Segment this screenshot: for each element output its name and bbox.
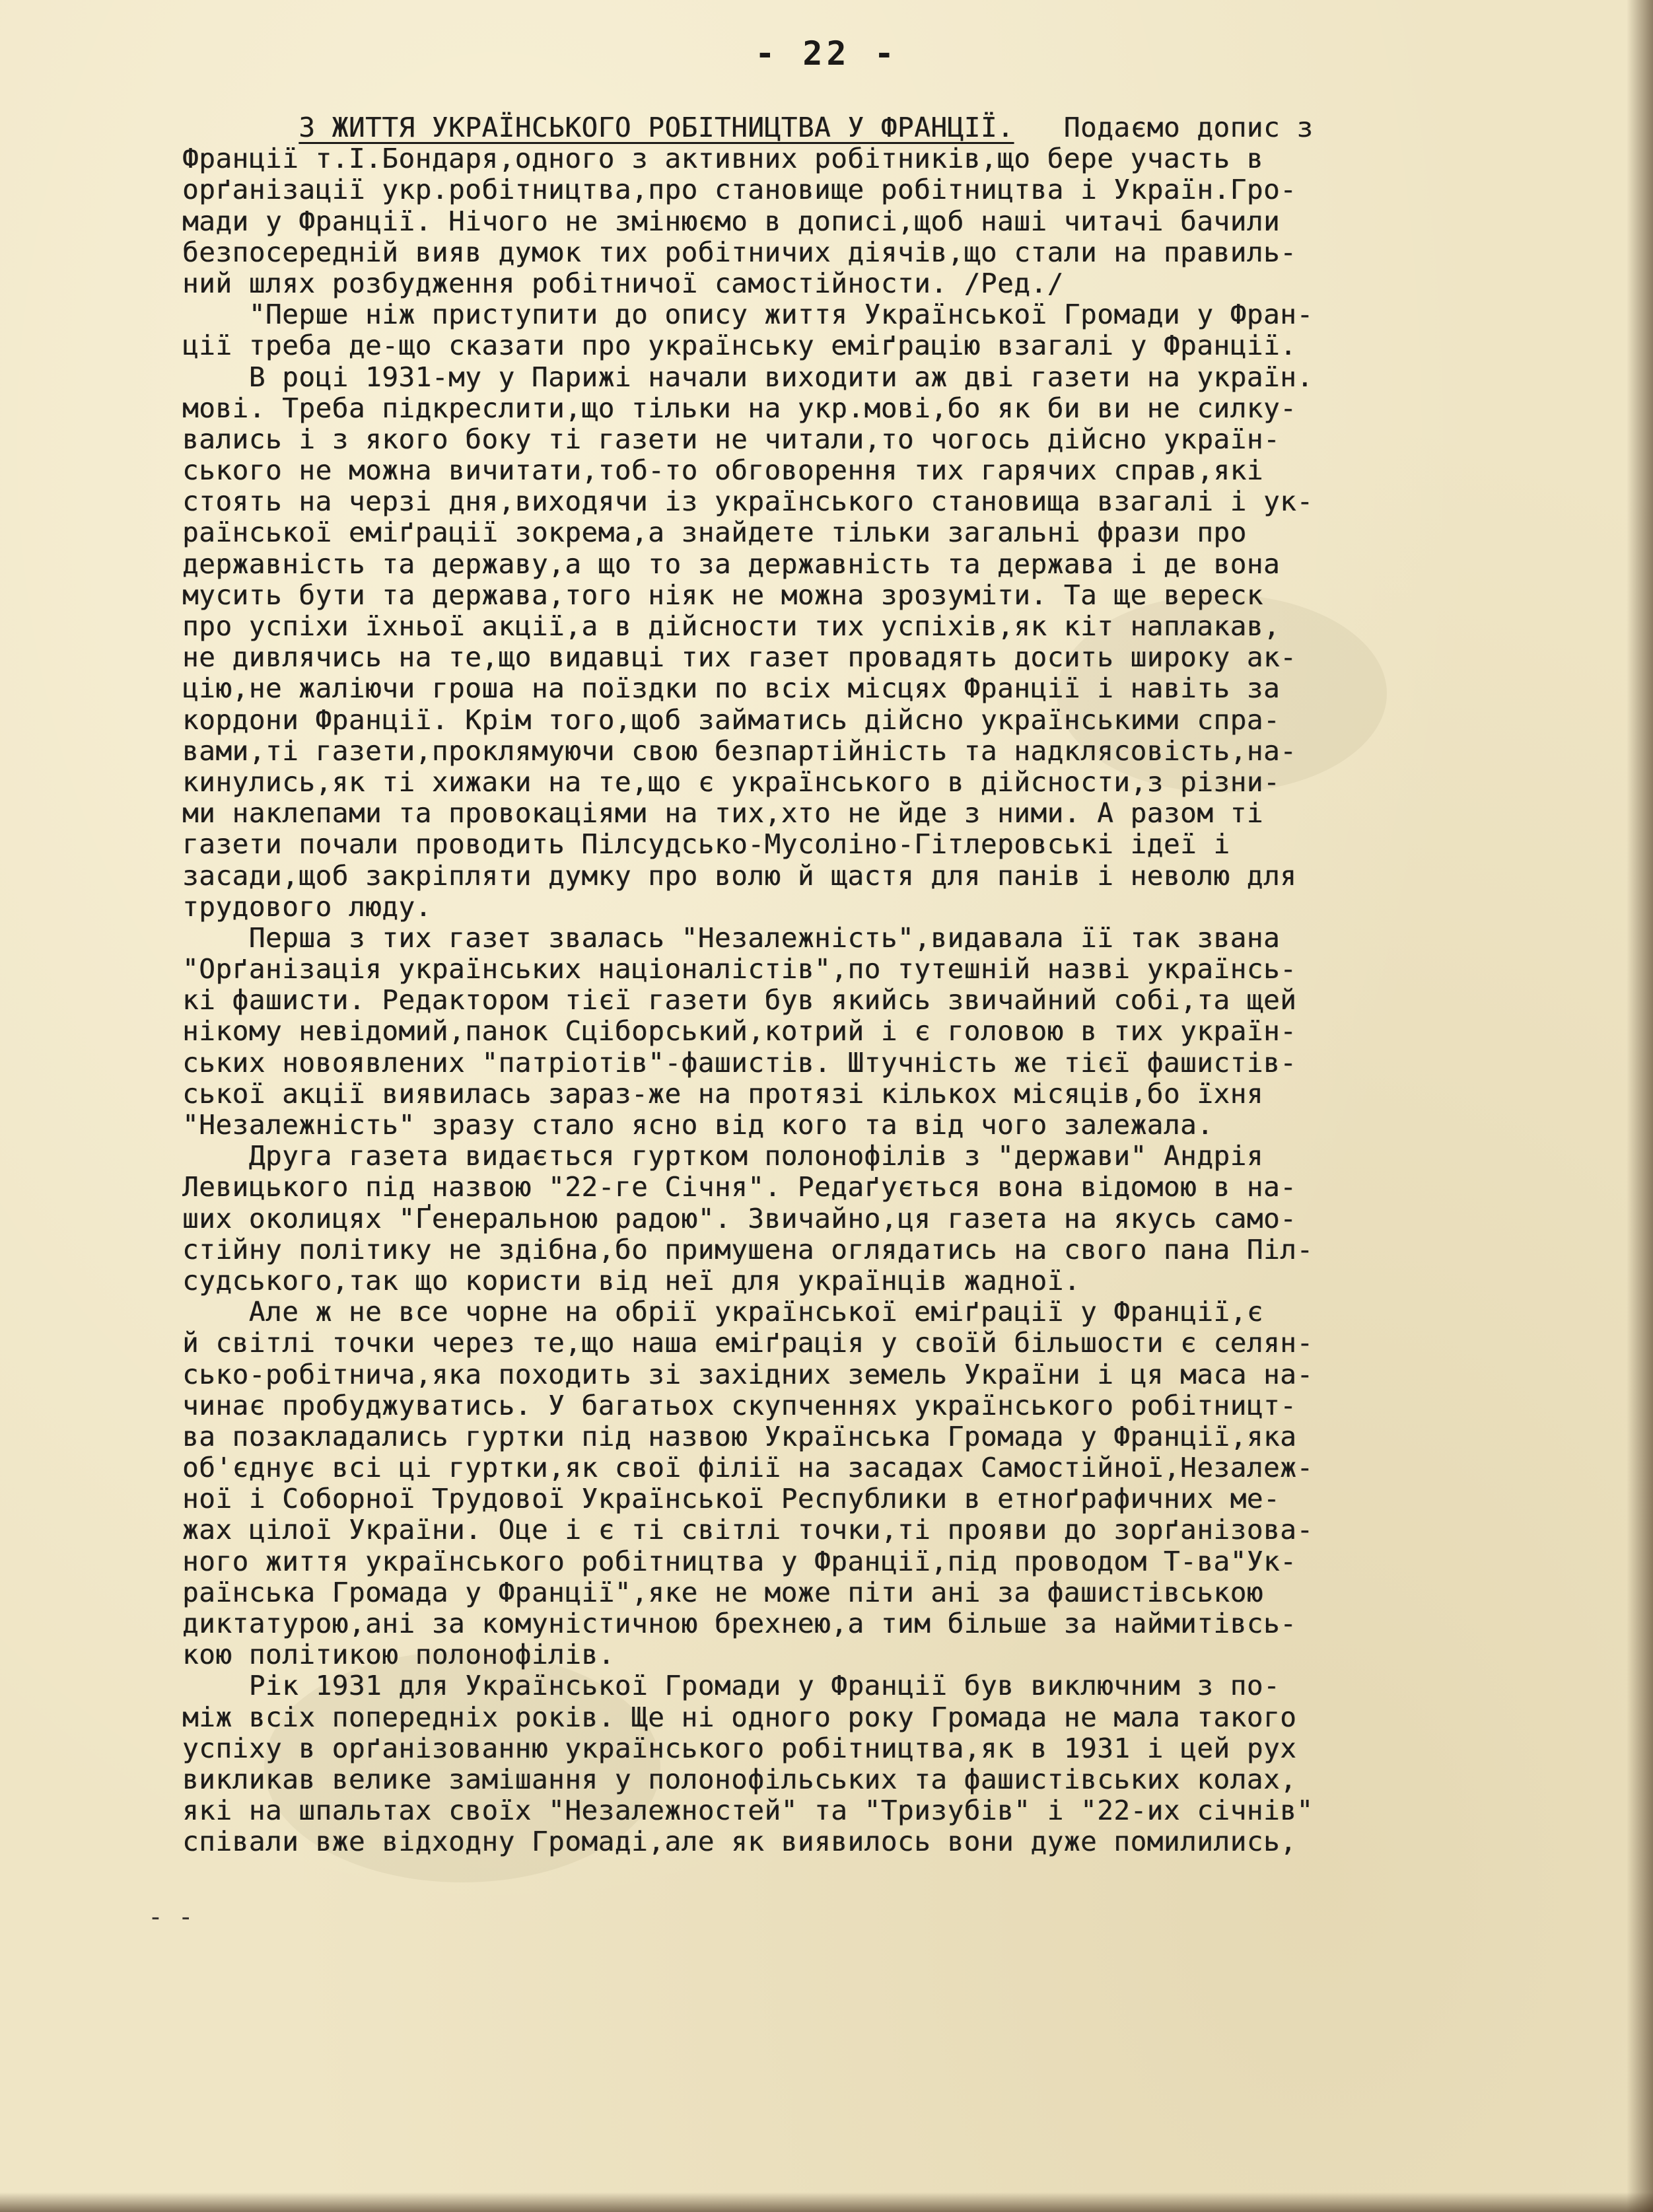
text-line bbox=[182, 1297, 1556, 1328]
line-indent bbox=[182, 112, 299, 143]
text-line bbox=[182, 985, 1556, 1016]
text-line bbox=[182, 143, 1556, 174]
text-line bbox=[182, 1048, 1556, 1079]
line-text: ської акції виявилась зараз-же на протязі кількох місяців,бо їхня bbox=[182, 1077, 1263, 1110]
line-text: ної і Соборної Трудової Української Республики в етноґрафичних ме- bbox=[182, 1483, 1281, 1515]
text-line bbox=[182, 1328, 1556, 1359]
text-line bbox=[182, 362, 1556, 393]
line-text: викликав велике замішання у полонофільських та фашистівських колах, bbox=[182, 1763, 1297, 1795]
text-line bbox=[182, 767, 1556, 798]
line-text: ського не можна вичитати,тоб-то обговорення тих гарячих справ,які bbox=[182, 454, 1263, 487]
text-line bbox=[182, 1702, 1556, 1733]
line-text: диктатурою,ані за комуністичною брехнею,а тим більше за наймитівсь- bbox=[182, 1608, 1297, 1639]
line-text: вами,ті газети,проклямуючи свою безпартійність та надклясовість,на- bbox=[182, 734, 1297, 767]
line-text: ських новоявлених "патріотів"-фашистів. Штучність же тієї фашистів- bbox=[182, 1046, 1297, 1079]
line-text: засади,щоб закріпляти думку про волю й щастя для панів і неволю для bbox=[182, 859, 1297, 892]
text-line bbox=[182, 1733, 1556, 1764]
line-text: Але ж не все чорне на обрії української еміґрації у Франції,є bbox=[248, 1296, 1263, 1328]
article-title: З ЖИТТЯ УКРАЇНСЬКОГО РОБІТНИЦТВА У ФРАНЦІЇ. bbox=[299, 112, 1014, 143]
line-text: ми наклепами та провокаціями на тих,хто не йде з ними. А разом ті bbox=[182, 797, 1263, 830]
line-text: об'єднує всі ці гуртки,як свої філії на засадах Самостійної,Незалеж- bbox=[182, 1452, 1314, 1484]
line-text: безпосередній вияв думок тих робітничих діячів,що стали на правиль- bbox=[182, 236, 1297, 268]
line-indent bbox=[182, 922, 249, 954]
line-indent bbox=[182, 361, 249, 393]
text-line bbox=[182, 455, 1556, 486]
line-indent bbox=[182, 1670, 249, 1701]
line-text: успіху в орґанізованню українського робітництва,як в 1931 і цей рух bbox=[182, 1732, 1297, 1764]
line-text: не дивлячись на те,що видавці тих газет провадять досить широку ак- bbox=[182, 641, 1297, 674]
line-text: вались і з якого боку ті газети не читали,то чогось дійсно україн- bbox=[182, 423, 1281, 455]
line-text: державність та державу,а що то за державність та держава і де вона bbox=[182, 548, 1281, 580]
text-line bbox=[182, 1452, 1556, 1483]
text-line bbox=[182, 1421, 1556, 1452]
text-line bbox=[182, 299, 1556, 330]
page-edge-shadow bbox=[0, 2192, 1653, 2212]
text-line bbox=[182, 1234, 1556, 1266]
line-text: судського,так що користи від неї для українців жадної. bbox=[182, 1264, 1080, 1297]
line-text: нікому невідомий,панок Сціборський,котрий і є головою в тих україн- bbox=[182, 1015, 1297, 1048]
line-text: ції треба де-що сказати про українську еміґрацію взагалі у Франції. bbox=[182, 330, 1297, 362]
line-text: ва позакладались гуртки під назвою Українська Громада у Франції,яка bbox=[182, 1420, 1297, 1452]
line-indent bbox=[182, 299, 249, 330]
text-line bbox=[182, 642, 1556, 673]
line-text: Перша з тих газет звалась "Незалежність",видавала її так звана bbox=[248, 921, 1281, 954]
text-line bbox=[182, 1826, 1556, 1857]
line-text: про успіхи їхньої акції,а в дійсности тих успіхів,як кіт наплакав, bbox=[182, 610, 1281, 642]
line-text: раїнська Громада у Франції",яке не може піти ані за фашистівською bbox=[182, 1576, 1263, 1608]
text-line bbox=[182, 1608, 1556, 1639]
line-text: ших околицях "Ґенеральною радою". Звичайно,ця газета на якусь само- bbox=[182, 1202, 1297, 1234]
text-line bbox=[182, 892, 1556, 923]
line-text: кі фашисти. Редактором тієї газети був якийсь звичайний собі,та щей bbox=[182, 984, 1297, 1017]
line-text: В році 1931-му у Парижі начали виходити аж дві газети на україн. bbox=[248, 361, 1314, 393]
text-line bbox=[182, 923, 1556, 954]
text-line bbox=[182, 517, 1556, 548]
text-line bbox=[182, 1764, 1556, 1795]
text-line bbox=[182, 611, 1556, 642]
line-text: мусить бути та держава,того ніяк не можна зрозуміти. Та ще вереск bbox=[182, 579, 1263, 611]
text-line bbox=[182, 736, 1556, 767]
text-line bbox=[182, 1266, 1556, 1297]
text-line bbox=[182, 330, 1556, 361]
text-line bbox=[182, 1141, 1556, 1172]
text-line bbox=[182, 954, 1556, 985]
line-text: кордони Франції. Крім того,щоб займатись дійсно українськими спра- bbox=[182, 703, 1281, 736]
text-line bbox=[182, 237, 1556, 268]
document-body bbox=[182, 112, 1556, 1858]
line-text: "Орґанізація українських націоналістів",по тутешній назві українсь- bbox=[182, 953, 1297, 985]
line-text: чинає пробуджуватись. У багатьох скупченнях українського робітницт- bbox=[182, 1389, 1297, 1421]
text-line bbox=[182, 1359, 1556, 1390]
page-number: - 22 - bbox=[755, 34, 898, 73]
text-line bbox=[182, 268, 1556, 299]
text-line bbox=[182, 1110, 1556, 1141]
line-text: які на шпальтах своїх "Незалежностей" та "Тризубів" і "22-их січнів" bbox=[182, 1795, 1314, 1827]
line-text: раїнської еміґрації зокрема,а знайдете тільки загальні фрази про bbox=[182, 517, 1247, 549]
text-line bbox=[182, 1546, 1556, 1577]
line-text: Подаємо допис з bbox=[1014, 112, 1314, 143]
line-text: Франції т.І.Бондаря,одного з активних робітників,що бере участь в bbox=[182, 143, 1263, 175]
text-line bbox=[182, 1390, 1556, 1421]
text-line bbox=[182, 1203, 1556, 1234]
line-text: Левицького під назвою "22-ге Січня". Редаґується вона відомою в на- bbox=[182, 1171, 1297, 1203]
line-indent bbox=[182, 1296, 249, 1328]
text-line bbox=[182, 580, 1556, 611]
text-line bbox=[182, 1670, 1556, 1701]
line-text: цію,не жаліючи гроша на поїздки по всіх місцях Франції і навіть за bbox=[182, 672, 1281, 705]
text-line bbox=[182, 673, 1556, 704]
line-text: ного життя українського робітництва у Франції,під проводом Т-ва"Ук- bbox=[182, 1545, 1297, 1577]
text-line bbox=[182, 1577, 1556, 1608]
line-text: кинулись,як ті хижаки на те,що є українського в дійсности,з різни- bbox=[182, 766, 1281, 798]
text-line bbox=[182, 1172, 1556, 1203]
text-line bbox=[182, 1079, 1556, 1110]
line-text: мові. Треба підкреслити,що тільки на укр.мові,бо як би ви не силку- bbox=[182, 392, 1297, 424]
text-line bbox=[182, 829, 1556, 860]
line-text: жах цілої України. Оце і є ті світлі точки,ті прояви до зорґанізова- bbox=[182, 1514, 1314, 1546]
line-text: ний шлях розбудження робітничої самостійности. /Ред./ bbox=[182, 267, 1064, 299]
line-text: й світлі точки через те,що наша еміґрація у своїй більшости є селян- bbox=[182, 1327, 1314, 1359]
line-indent bbox=[182, 1140, 249, 1172]
text-line bbox=[182, 798, 1556, 829]
text-line bbox=[182, 549, 1556, 580]
heading-line bbox=[182, 112, 1556, 143]
text-line bbox=[182, 1515, 1556, 1546]
line-text: газети почали проводить Пілсудсько-Мусоліно-Гітлеровські ідеї і bbox=[182, 828, 1230, 861]
text-line bbox=[182, 1483, 1556, 1515]
text-line bbox=[182, 206, 1556, 237]
text-line bbox=[182, 1016, 1556, 1047]
text-line bbox=[182, 1795, 1556, 1826]
line-text: співали вже відходну Громаді,але як виявилось вони дуже помилились, bbox=[182, 1826, 1297, 1858]
text-line bbox=[182, 486, 1556, 517]
text-line bbox=[182, 393, 1556, 424]
text-line bbox=[182, 861, 1556, 892]
text-line bbox=[182, 174, 1556, 205]
line-text: "Перше ніж приступити до опису життя Української Громади у Фран- bbox=[248, 299, 1314, 331]
text-line bbox=[182, 1639, 1556, 1670]
line-text: Рік 1931 для Української Громади у Франції був виключним з по- bbox=[248, 1670, 1281, 1702]
page-edge-shadow bbox=[1627, 0, 1653, 2212]
line-text: Друга газета видається гуртком полонофілів з "держави" Андрія bbox=[248, 1140, 1263, 1172]
margin-dash-mark: - - bbox=[148, 1902, 193, 1931]
line-text: стійну політику не здібна,бо примушена оглядатись на свого пана Піл- bbox=[182, 1233, 1314, 1266]
line-text: трудового люду. bbox=[182, 890, 432, 923]
line-text: між всіх попередніх років. Ще ні одного року Громада не мала такого bbox=[182, 1701, 1297, 1733]
line-text: орґанізації укр.робітництва,про становище робітництва і Україн.Гро- bbox=[182, 174, 1297, 206]
text-line bbox=[182, 705, 1556, 736]
line-text: мади у Франції. Нічого не змінюємо в дописі,щоб наші читачі бачили bbox=[182, 205, 1281, 237]
line-text: стоять на черзі дня,виходячи із українського становища взагалі і ук- bbox=[182, 485, 1314, 518]
line-text: кою політикою полонофілів. bbox=[182, 1639, 615, 1671]
line-text: сько-робітнича,яка походить зі західних земель України і ця маса на- bbox=[182, 1358, 1314, 1390]
text-line bbox=[182, 424, 1556, 455]
line-text: "Незалежність" зразу стало ясно від кого та від чого залежала. bbox=[182, 1109, 1214, 1141]
